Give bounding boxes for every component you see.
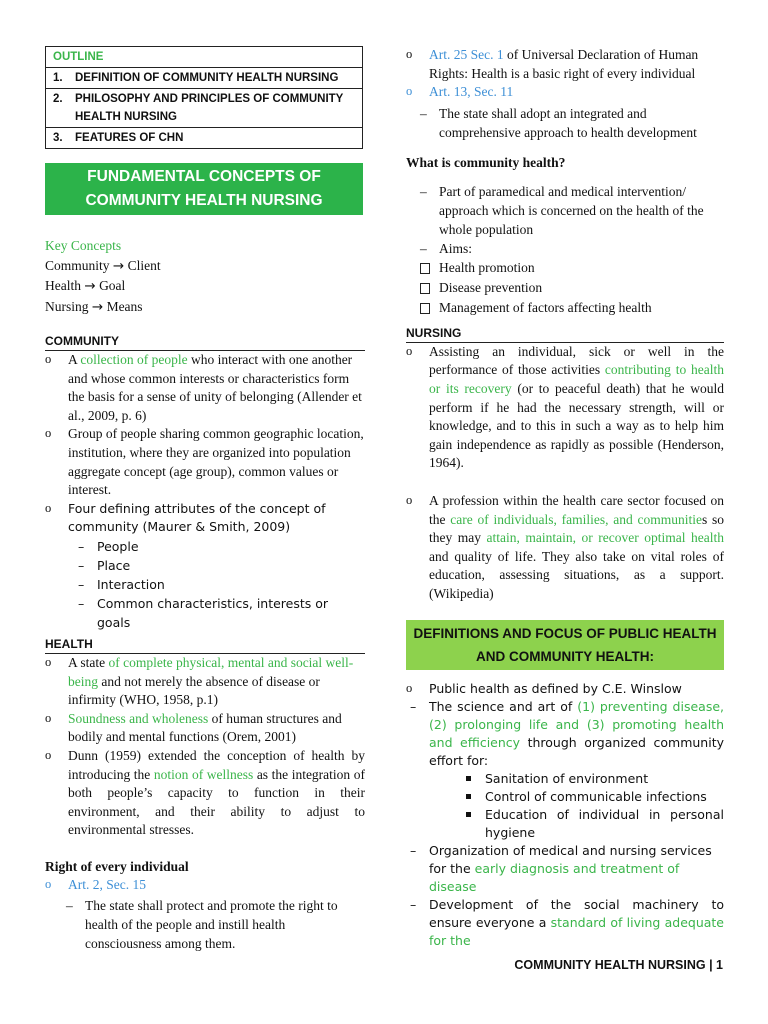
right-column [406,46,724,950]
public-health-banner: DEFINITIONS AND FOCUS OF PUBLIC HEALTH AND COMMUNITY HEALTH: [406,620,724,670]
rights-heading: Right of every individual [45,858,189,874]
health-list [45,654,365,840]
rights-list [45,876,365,895]
health-heading: HEALTH [45,637,365,654]
left-column [45,46,365,953]
list-item: o Group of people sharing common geographic location, institution, where they are organized into population aggregate concept (age group), common values or interest. [45,425,365,499]
key-concepts-title: Key Concepts [45,238,122,253]
page-footer: COMMUNITY HEALTH NURSING | 1 [514,958,723,972]
list-item: – Common characteristics, interests or goals [74,594,365,632]
list-item: o Art. 25 Sec. 1 of Universal Declaration of Human Rights: Health is a basic right of every individual [406,46,724,83]
article-link: o Art. 2, Sec. 15 [45,876,365,895]
public-health-details-2 [406,842,724,950]
list-item: – The science and art of (1) preventing disease, (2) prolonging life and (3) promoting health and efficiency through organized community effort for: [406,698,724,770]
nursing-heading: NURSING [406,326,724,343]
aims-list [416,258,724,318]
list-item: Management of factors affecting health [416,298,724,318]
community-heading: COMMUNITY [45,334,365,351]
list-item: o Dunn (1959) extended the conception of health by introducing the notion of wellness as the integration of both people’s capacity to function in their environment, and their ability to adjust to environmental stresses. [45,747,365,840]
article-detail [416,104,724,142]
effort-list [462,770,724,842]
list-item: – Interaction [74,575,365,594]
community-list [45,351,365,632]
page-title-banner: FUNDAMENTAL CONCEPTS OF COMMUNITY HEALTH NURSING [45,163,363,215]
outline-box [45,46,363,149]
outline-heading: OUTLINE [53,51,104,63]
list-item: o Assisting an individual, sick or well in the performance of those activities contributing to health or its recovery (or to peaceful death) that he would perform if he had the necessary strength, will or knowledge, and to this in such a way as to help him gain independence as rapidly as possible (Henderson, 1964). [406,343,724,473]
list-item: – Place [74,556,365,575]
list-item: – Development of the social machinery to ensure everyone a standard of living adequate for the [406,896,724,950]
list-item: – Aims: [416,239,724,258]
list-item: Sanitation of environment [462,770,724,788]
list-item: o A collection of people who interact with one another and whose common interests or characteristics form the basis for a sense of unity of belonging (Allender et al., 2009, p. 6) [45,351,365,425]
key-concepts [45,236,365,317]
key-concept-line: Community → Client [45,257,161,274]
list-item: – Part of paramedical and medical intervention/ approach which is concerned on the health of the whole population [416,182,724,239]
list-item: o A state of complete physical, mental and social well-being and not merely the absence of disease or infirmity (WHO, 1958, p.1) [45,654,365,710]
arrow-right-icon: → [84,278,96,294]
public-health-list [406,680,724,699]
arrow-right-icon: → [91,298,104,315]
list-item: Education of individual in personal hygiene [462,806,724,842]
list-item: – Organization of medical and nursing services for the early diagnosis and treatment of disease [406,842,724,896]
outline-item: 2. PHILOSOPHY AND PRINCIPLES OF COMMUNITY HEALTH NURSING [46,88,362,127]
public-health-details [406,698,724,770]
community-health-heading: What is community health? [406,154,566,170]
list-item: Disease prevention [416,278,724,298]
community-health-list [416,182,724,258]
key-concept-line: Nursing → Means [45,298,143,315]
nursing-list [406,343,724,604]
attributes-list [74,537,365,632]
rights-list-continued [406,46,724,102]
arrow-right-icon: → [112,257,125,274]
list-item: o A profession within the health care sector focused on the care of individuals, families, and communities so they may attain, maintain, or recover optimal health and quality of life. They also take on vital roles of education, assessing situations, as a support. (Wikipedia) [406,492,724,604]
list-item: – People [74,537,365,556]
outline-item: 1. DEFINITION OF COMMUNITY HEALTH NURSING [46,67,362,88]
outline-item: 3. FEATURES OF CHN [46,127,362,148]
list-item: o Public health as defined by C.E. Winslow [406,680,724,699]
list-item: Control of communicable infections [462,788,724,806]
list-item: Health promotion [416,258,724,278]
list-item: o Four defining attributes of the concept of community (Maurer & Smith, 2009) – People – Place – Interaction – Common characteristics, interests or goals [45,500,365,632]
key-concept-line: Health → Goal [45,278,126,294]
article-detail [62,896,365,953]
list-item: – The state shall adopt an integrated and comprehensive approach to health development [416,104,724,142]
list-item: o Soundness and wholeness of human structures and bodily and mental functions (Orem, 2001) [45,710,365,747]
list-item: – The state shall protect and promote the right to health of the people and instill health consciousness among them. [62,896,365,953]
article-link: o Art. 13, Sec. 11 [406,83,724,102]
